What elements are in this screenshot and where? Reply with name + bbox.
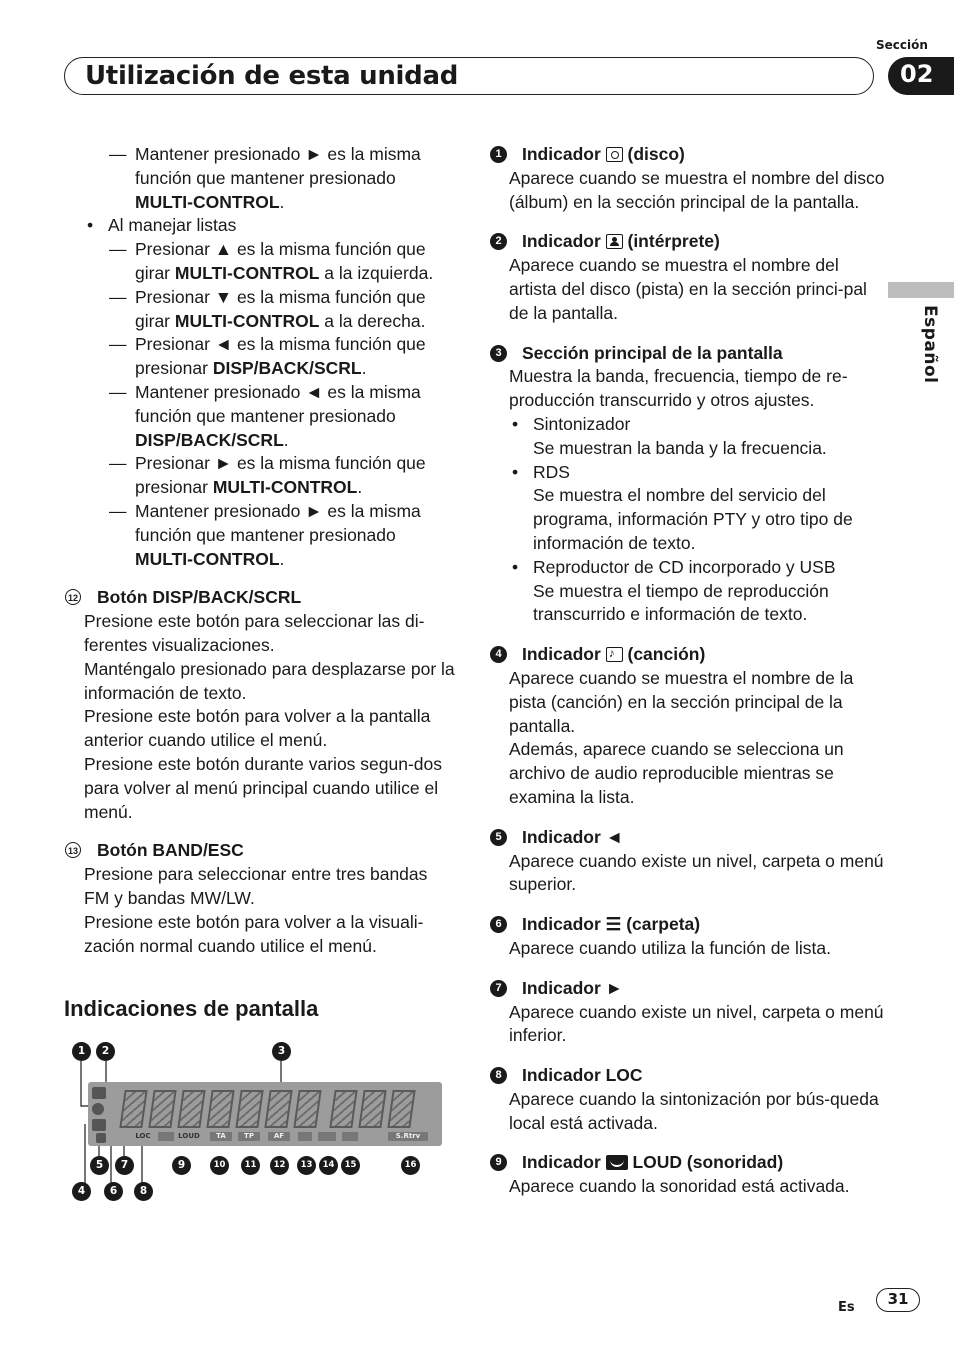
text-bold: MULTI-CONTROL — [174, 262, 320, 283]
artist-icon — [92, 1087, 106, 1099]
segment-digit — [264, 1090, 292, 1128]
number-badge: 7 — [490, 980, 507, 997]
lcd-random-icon — [298, 1132, 312, 1141]
item-heading — [65, 839, 456, 863]
text: Mantener presionado ► es la misma función que mantener presionado — [135, 500, 421, 545]
segment-digit — [235, 1090, 263, 1128]
paragraph: Muestra la banda, frecuencia, tiempo de re-producción transcurrido y otros ajustes. — [509, 366, 848, 411]
text: (carpeta) — [621, 914, 701, 935]
list-item: — Mantener presionado ► es la misma función que mantener presionado MULTI-CONTROL. — [109, 143, 456, 214]
note-icon: ♪ — [606, 647, 623, 662]
paragraph: Aparece cuando existe un nivel, carpeta o menú inferior. — [509, 1001, 884, 1046]
language-tab-label: Español — [920, 305, 940, 384]
text: Reproductor de CD incorporado y USB — [533, 556, 836, 577]
text: Indicador — [522, 1152, 606, 1173]
text: Presionar ► es la misma función que presionar — [135, 453, 426, 498]
segment-digit — [206, 1090, 234, 1128]
lcd-label-loc: LOC — [135, 1132, 151, 1140]
segment-digit — [358, 1090, 386, 1128]
loud-icon — [606, 1155, 628, 1170]
text: Mantener presionado ► es la misma función que mantener presionado — [135, 144, 421, 188]
text: a la izquierda. — [319, 262, 434, 283]
item-heading — [490, 342, 890, 366]
callout-13: 13 — [297, 1156, 316, 1175]
section-label: Sección — [876, 38, 928, 52]
callout-15: 15 — [341, 1156, 360, 1175]
callout-6: 6 — [104, 1182, 123, 1201]
callout-1: 1 — [72, 1042, 91, 1061]
segment-digit — [387, 1090, 415, 1128]
item-heading — [490, 230, 890, 254]
text-bold: MULTI-CONTROL — [135, 548, 280, 569]
callout-16: 16 — [401, 1156, 420, 1175]
text: Mantener presionado ◄ es la misma función que mantener presionado — [135, 381, 421, 426]
disc-icon — [606, 147, 623, 162]
number-badge: 8 — [490, 1067, 507, 1084]
number-badge: 2 — [490, 233, 507, 250]
language-tab-marker — [888, 282, 954, 298]
number-badge: 9 — [490, 1154, 507, 1171]
item-heading — [490, 1151, 890, 1175]
paragraph: Presione este botón para seleccionar las di-ferentes visualizaciones. — [84, 611, 425, 655]
list-item — [509, 461, 890, 556]
lcd-label-srtrv: S.Rtrv — [388, 1132, 428, 1141]
callout-8: 8 — [134, 1182, 153, 1201]
text: Presionar ▼ es la misma función que girar — [135, 286, 426, 331]
number-badge: 12 — [65, 589, 81, 605]
item-heading — [490, 1064, 890, 1088]
text: Indicador ◄ — [522, 826, 623, 847]
left-column — [67, 143, 456, 958]
text-bold: MULTI-CONTROL — [174, 310, 320, 331]
paragraph: Aparece cuando se muestra el nombre de la pista (canción) en la sección principal de la pantalla. — [509, 667, 854, 736]
list-item — [509, 413, 890, 461]
lcd-shuffle-icon — [342, 1132, 358, 1141]
text: Indicador — [522, 231, 606, 252]
text: (intérprete) — [622, 231, 720, 252]
number-badge: 1 — [490, 146, 507, 163]
item-heading — [490, 826, 890, 850]
callout-7: 7 — [115, 1156, 134, 1175]
item-heading — [490, 913, 890, 937]
display-diagram — [64, 1036, 448, 1211]
text: Se muestran la banda y la frecuencia. — [533, 437, 827, 458]
number-badge: 6 — [490, 916, 507, 933]
callout-5: 5 — [90, 1156, 109, 1175]
number-badge: 5 — [490, 829, 507, 846]
list-item — [109, 286, 456, 334]
item-heading — [490, 977, 890, 1001]
lcd-repeat-icon — [318, 1132, 336, 1141]
text: (disco) — [622, 144, 685, 164]
segment-digit — [148, 1090, 176, 1128]
text: Sintonizador — [533, 413, 631, 434]
text: Botón BAND/ESC — [97, 840, 244, 861]
text: Presionar ▲ es la misma función que girar — [135, 239, 426, 283]
folder-list-icon: ☰ — [605, 914, 622, 935]
paragraph: Presione este botón durante varios segun-dos para volver al menú principal cuando utilice el menú. — [84, 753, 443, 822]
paragraph: Además, aparece cuando se selecciona un archivo de audio reproducible mientras se examina la lista. — [509, 739, 844, 807]
artist-icon — [606, 234, 623, 249]
text: Al manejar listas — [108, 215, 237, 236]
text: Indicador ► — [522, 977, 623, 998]
paragraph: Aparece cuando se muestra el nombre del disco (álbum) en la sección principal de la pantalla. — [509, 167, 885, 212]
text: Indicador — [522, 144, 606, 164]
paragraph: Aparece cuando la sonoridad está activada. — [509, 1176, 850, 1197]
text: Indicador — [522, 644, 606, 665]
text: Indicador LOC — [522, 1065, 643, 1086]
page-number: 31 — [876, 1288, 920, 1312]
item-heading — [490, 143, 890, 167]
callout-10: 10 — [210, 1156, 229, 1175]
item-heading — [490, 643, 890, 667]
disc-icon — [92, 1103, 104, 1115]
note-icon — [92, 1119, 106, 1131]
footer-language: Es — [838, 1300, 855, 1315]
paragraph: Aparece cuando utiliza la función de lista. — [509, 937, 832, 958]
segment-digit — [329, 1090, 357, 1128]
callout-11: 11 — [241, 1156, 260, 1175]
segment-digit — [119, 1090, 147, 1128]
callout-14: 14 — [319, 1156, 338, 1175]
list-item — [109, 238, 456, 286]
paragraph: Aparece cuando la sintonización por bús-queda local está activada. — [509, 1088, 879, 1133]
text: RDS — [533, 461, 570, 482]
number-badge: 13 — [65, 842, 81, 858]
text: Indicador — [522, 914, 606, 935]
callout-12: 12 — [270, 1156, 289, 1175]
paragraph: Presione para seleccionar entre tres bandas FM y bandas MW/LW. — [84, 864, 428, 908]
lcd-label-ta: TA — [210, 1132, 232, 1141]
paragraph: Aparece cuando existe un nivel, carpeta o menú superior. — [509, 850, 884, 895]
callout-4: 4 — [72, 1182, 91, 1201]
text-bold: MULTI-CONTROL — [135, 191, 280, 212]
page-title-bar — [64, 57, 874, 95]
lcd-label-loud: LOUD — [178, 1132, 200, 1140]
paragraph: Presione este botón para volver a la visuali-zación normal cuando utilice el menú. — [84, 911, 424, 956]
list-item: — Presionar ► es la misma función que presionar MULTI-CONTROL. — [109, 452, 456, 500]
number-badge: 4 — [490, 646, 507, 663]
text: LOUD (sonoridad) — [627, 1152, 784, 1173]
segment-digit — [293, 1090, 321, 1128]
text: Sección principal de la pantalla — [522, 342, 783, 363]
paragraph: Presione este botón para volver a la pantalla anterior cuando utilice el menú. — [84, 706, 431, 751]
lcd-label-af: AF — [268, 1132, 290, 1141]
callout-9: 9 — [172, 1156, 191, 1175]
text: Se muestra el tiempo de reproducción transcurrido e información de texto. — [533, 580, 829, 625]
item-heading — [65, 586, 456, 610]
page-title: Utilización de esta unidad — [85, 61, 459, 91]
list-item: — Mantener presionado ► es la misma función que mantener presionado MULTI-CONTROL. — [109, 500, 456, 571]
right-column — [490, 143, 890, 1199]
list-item: — Presionar ◄ es la misma función que presionar DISP/BACK/SCRL. — [109, 333, 456, 381]
folder-icon — [96, 1133, 106, 1143]
number-badge: 3 — [490, 345, 507, 362]
text-bold: MULTI-CONTROL — [212, 477, 358, 498]
section-heading: Indicaciones de pantalla — [64, 996, 319, 1021]
text: Se muestra el nombre del servicio del programa, información PTY y otro tipo de información de texto. — [533, 485, 853, 553]
lcd-loud-icon — [158, 1132, 174, 1141]
callout-2: 2 — [96, 1042, 115, 1061]
segment-digit — [177, 1090, 205, 1128]
text: (canción) — [622, 644, 706, 665]
list-item — [509, 556, 890, 627]
list-item — [84, 214, 456, 238]
text-bold: DISP/BACK/SCRL — [135, 429, 284, 450]
paragraph: Aparece cuando se muestra el nombre del artista del disco (pista) en la sección princi-pal de la pantalla. — [509, 255, 867, 323]
lcd-label-tp: TP — [238, 1132, 260, 1141]
text-bold: DISP/BACK/SCRL — [212, 358, 362, 379]
section-number: 02 — [888, 57, 954, 95]
text: a la derecha. — [319, 310, 426, 331]
callout-3: 3 — [272, 1042, 291, 1061]
text: Botón DISP/BACK/SCRL — [97, 587, 302, 608]
list-item: — Mantener presionado ◄ es la misma función que mantener presionado DISP/BACK/SCRL. — [109, 381, 456, 452]
text: Presionar ◄ es la misma función que presionar — [135, 334, 426, 379]
paragraph: Manténgalo presionado para desplazarse por la información de texto. — [84, 658, 455, 703]
lcd-display — [88, 1082, 442, 1146]
